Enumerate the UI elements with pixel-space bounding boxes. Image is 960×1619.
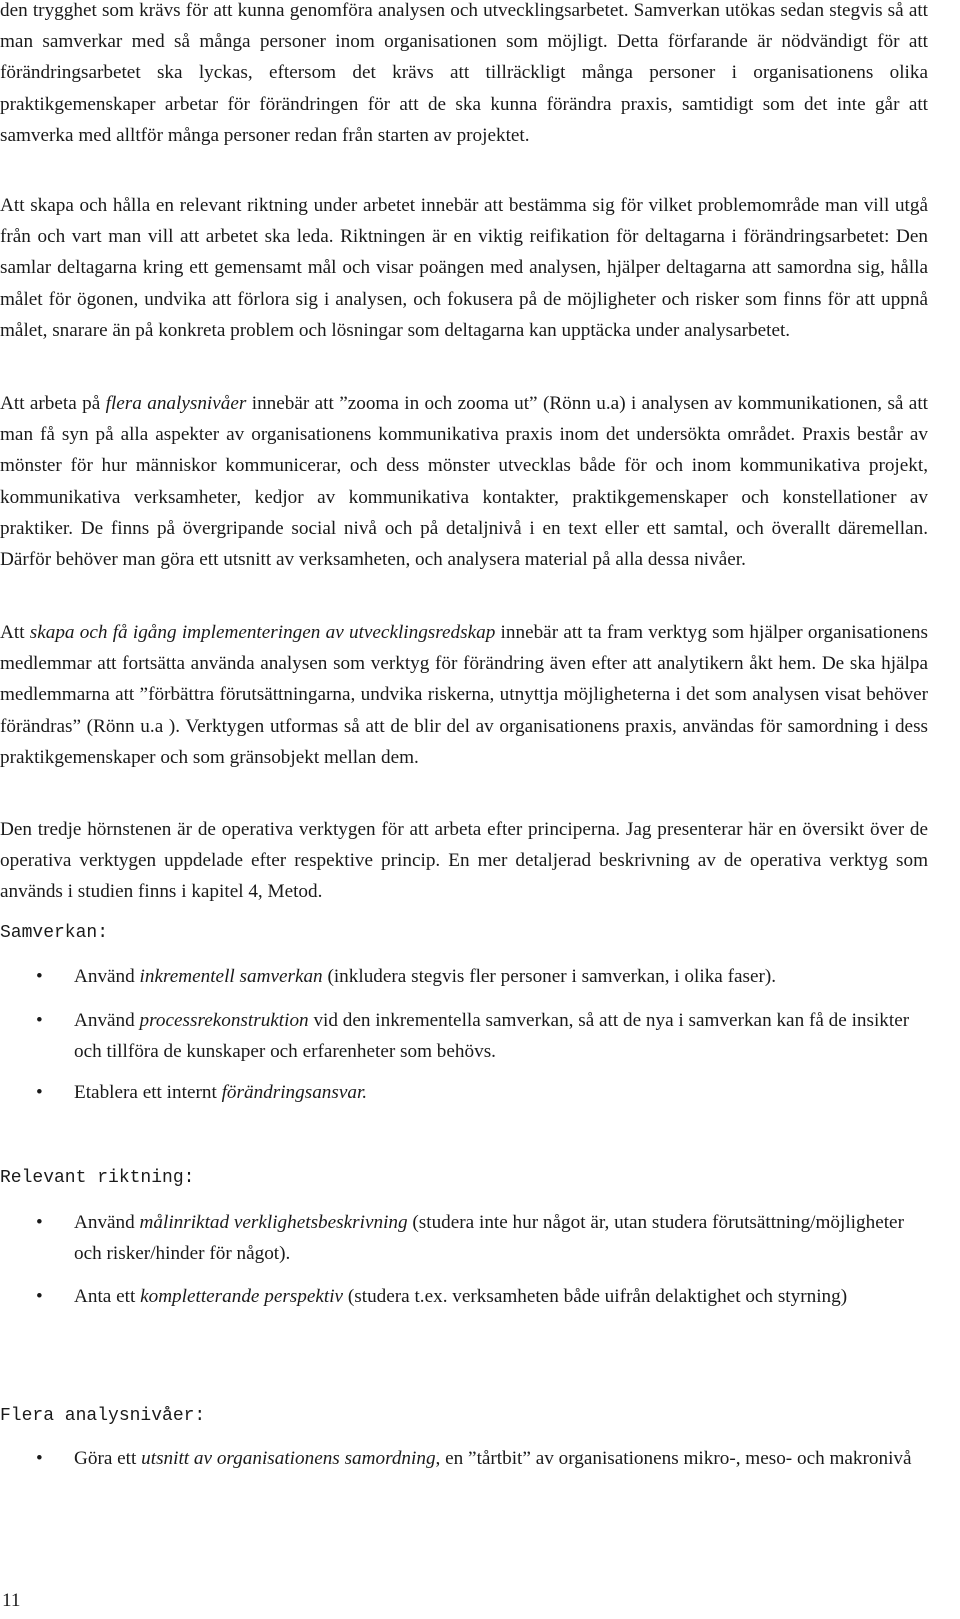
list-item-text: Använd processrekonstruktion vid den inkrementella samverkan, så att de nya i samverkan kan få de insikter och tillföra de kunskaper och erfarenheter som behövs.	[74, 1010, 910, 1063]
emphasis-text: skapa och få igång implementeringen av utvecklingsredskap	[29, 622, 496, 643]
page-number: 11	[2, 1590, 21, 1611]
list-item	[0, 1207, 928, 1269]
paragraph-relevant-riktning: Att skapa och hålla en relevant riktning under arbetet innebär att bestämma sig för vilket problemområde man vill utgå från och vart man vill att arbetet ska leda. Riktningen är en viktig reifikation för deltagarna i förändringsarbetet: Den samlar deltagarna kring ett gemensamt mål och visar poängen med analysen, hjälper deltagarna att samordna sig, hålla målet för ögonen, undvika att förlora sig i analysen, och fokusera på de möjligheter och risker som finns för att uppnå målet, snarare än på konkreta problem och lösningar som deltagarna kan upptäcka under analysarbetet.	[0, 195, 928, 341]
paragraph-text: Att arbeta på	[0, 393, 106, 414]
section-heading-flera-analysnivaer: Flera analysnivåer:	[0, 1406, 206, 1426]
paragraph-operativa-verktyg: Den tredje hörnstenen är de operativa verktygen för att arbeta efter principerna. Jag presenterar här en översikt över de operativa verktygen uppdelade efter respektive princip. En mer detaljerad beskrivning av de operativa verktyg som används i studien finns i kapitel 4, Metod.	[0, 819, 928, 903]
list-item-text: Använd inkrementell samverkan (inkludera stegvis fler personer i samverkan, i olika faser).	[74, 966, 777, 987]
paragraph-text: innebär att ta fram verktyg som hjälper organisationens medlemmar att fortsätta använda analysen som verktyg för förändring även efter att analytikern åkt hem. De ska hjälpa medlemmarna att ”förbättra förutsättningarna, undvika riskerna, utnyttja möjligheterna i det som analysen visat behöver förändras” (Rönn u.a ). Verktygen utformas så att de blir del av organisationens praxis, användas för samordning i dess praktikgemenskaper och som gränsobjekt mellan dem.	[0, 622, 928, 768]
bullet-icon: •	[36, 1212, 43, 1233]
list-item-text: Anta ett kompletterande perspektiv (studera t.ex. verksamheten både uifrån delaktighet och styrning)	[74, 1286, 848, 1307]
bullet-icon: •	[36, 1010, 43, 1031]
paragraph-samverkan-intro: den trygghet som krävs för att kunna genomföra analysen och utvecklingsarbetet. Samverkan utökas sedan stegvis så att man samverkar med så många personer inom organisationen som möjligt. Detta förfarande är nödvändigt för att förändringsarbetet ska lyckas, eftersom det krävs att tillräckligt många personer i organisationens olika praktikgemenskaper arbetar för förändringen för att de ska kunna förändra praxis, samtidigt som det inte går att samverka med alltför många personer redan från starten av projektet.	[0, 0, 928, 146]
paragraph-text: innebär att ”zooma in och zooma ut” (Rönn u.a) i analysen av kommunikationen, så att man få syn på alla aspekter av organisationens kommunikativa praxis inom det undersökta området. Praxis består av mönster för hur människor kommunicerar, och dess mönster utvecklas både för och inom kommunikativa projekt, kommunikativa verksamheter, kedjor av kommunikativa kontakter, praktikgemenskaper och konstellationer av praktiker. De finns på övergripande social nivå och på detaljnivå i en text eller ett samtal, och överallt däremellan. Därför behöver man göra ett utsnitt av verksamheten, och analysera material på alla dessa nivåer.	[0, 393, 928, 571]
list-item	[0, 1281, 928, 1312]
list-item-text: Etablera ett internt förändringsansvar.	[74, 1082, 368, 1103]
list-item-text: Göra ett utsnitt av organisationens samordning, en ”tårtbit” av organisationens mikro-, meso- och makronivå	[74, 1448, 912, 1469]
list-item-text: Använd målinriktad verklighetsbeskrivning (studera inte hur något är, utan studera förutsättning/möjligheter och risker/hinder för något).	[74, 1212, 904, 1265]
paragraph-text: Att	[0, 622, 30, 643]
paragraph-flera-analysnivaer	[0, 388, 928, 575]
section-heading-relevant-riktning: Relevant riktning:	[0, 1168, 195, 1188]
section-heading-samverkan: Samverkan:	[0, 923, 109, 943]
paragraph-utvecklingsredskap	[0, 617, 928, 773]
list-item	[0, 1005, 928, 1067]
list-item	[0, 1443, 928, 1474]
bullet-icon: •	[36, 1448, 43, 1469]
bullet-icon: •	[36, 1286, 43, 1307]
list-item	[0, 1077, 928, 1108]
bullet-icon: •	[36, 1082, 43, 1103]
emphasis-text: flera analysnivåer	[105, 393, 247, 414]
bullet-icon: •	[36, 966, 43, 987]
list-item	[0, 961, 928, 992]
